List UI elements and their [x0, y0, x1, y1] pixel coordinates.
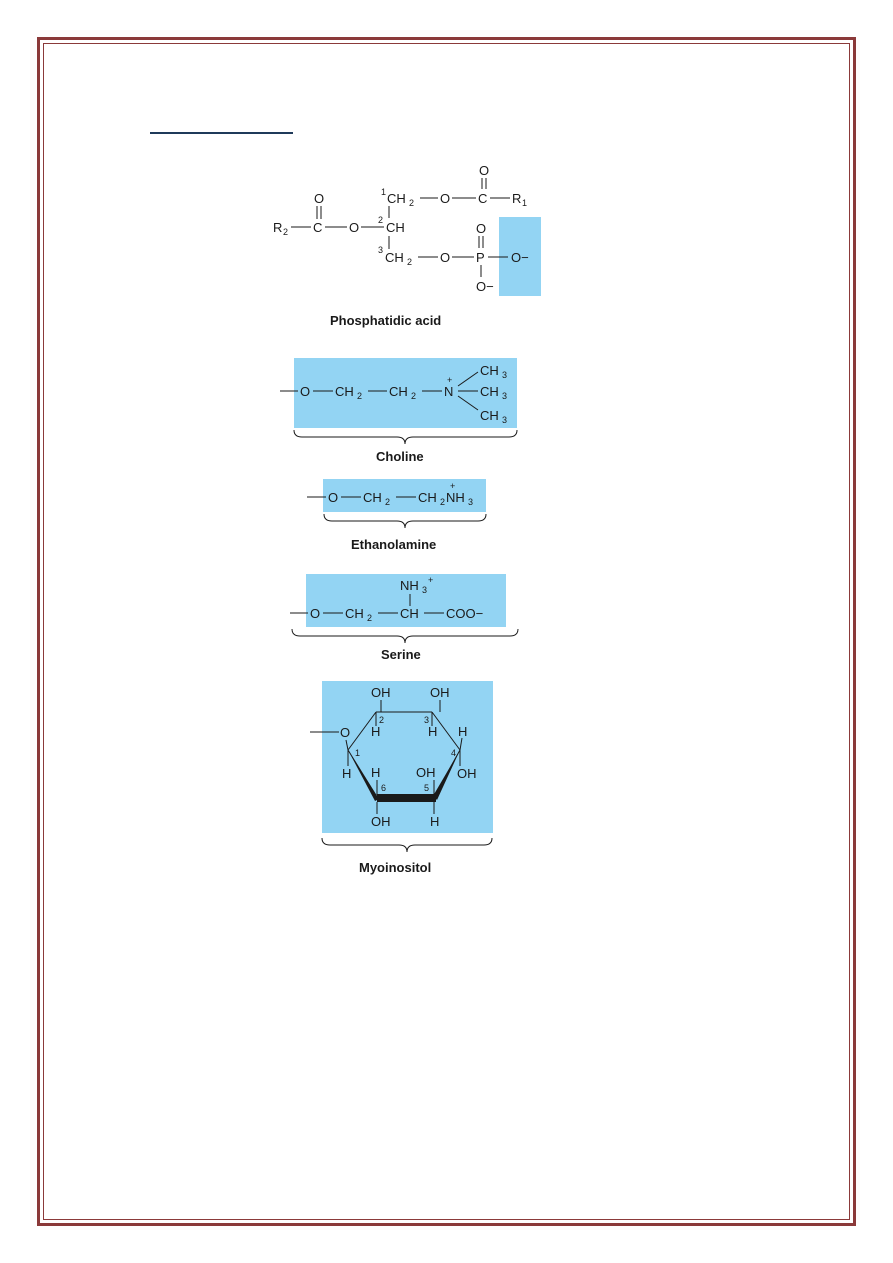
choline-ch3-1-sub: 3: [502, 370, 508, 380]
choline-plus: +: [447, 375, 453, 385]
pa-phosphate-o-minus-bottom: O−: [476, 279, 494, 294]
myoinositol-brace: [322, 838, 492, 852]
myoinositol-c5-h: H: [430, 814, 440, 829]
pa-ch: CH: [386, 220, 405, 235]
myoinositol-c6-oh: OH: [371, 814, 391, 829]
pa-carbonyl-c-1: C: [478, 191, 488, 206]
serine-ch: CH: [400, 606, 419, 621]
myoinositol-number-1: 1: [355, 748, 361, 758]
serine-coo-minus: COO−: [446, 606, 484, 621]
myoinositol-c3-oh: OH: [430, 685, 450, 700]
ethanolamine-ch2-1-sub: 2: [385, 497, 391, 507]
pa-r1-sub: 1: [522, 198, 528, 208]
myoinositol-c3-h: H: [428, 724, 438, 739]
phosphatidic-acid-structure: [273, 163, 541, 328]
choline-brace: [294, 430, 517, 444]
serine-label: Serine: [381, 647, 421, 662]
ethanolamine-o: O: [328, 490, 339, 505]
serine-o: O: [310, 606, 321, 621]
choline-ch3-3: CH: [480, 408, 499, 423]
serine-brace: [292, 629, 518, 643]
pa-ch2-3: CH: [385, 250, 404, 265]
serine-structure: [290, 574, 518, 662]
myoinositol-number-6: 6: [381, 783, 387, 793]
pa-phosphoryl-o: O: [476, 221, 487, 236]
pa-r2-sub: 2: [283, 227, 289, 237]
choline-ch2-1-sub: 2: [357, 391, 363, 401]
myoinositol-c6-h: H: [371, 765, 381, 780]
pa-carbon-number-1: 1: [381, 187, 387, 197]
myoinositol-c4-oh: OH: [457, 766, 477, 781]
choline-ch3-2: CH: [480, 384, 499, 399]
ethanolamine-nh3: NH: [446, 490, 465, 505]
serine-ch2: CH: [345, 606, 364, 621]
myoinositol-c2-h: H: [371, 724, 381, 739]
pa-r2: R: [273, 220, 283, 235]
serine-ch2-sub: 2: [367, 613, 373, 623]
ethanolamine-nh3-sub: 3: [468, 497, 474, 507]
choline-ch3-1: CH: [480, 363, 499, 378]
pa-phosphate-o-minus-right: O−: [511, 250, 529, 265]
pa-carbon-number-2: 2: [378, 215, 384, 225]
ethanolamine-ch2-2-sub: 2: [440, 497, 446, 507]
choline-ch2-1: CH: [335, 384, 354, 399]
myoinositol-c4-h: H: [458, 724, 468, 739]
serine-nh3: NH: [400, 578, 419, 593]
myoinositol-number-2: 2: [379, 715, 385, 725]
choline-n: N: [444, 384, 454, 399]
myoinositol-c1-h: H: [342, 766, 352, 781]
myoinositol-c2-oh: OH: [371, 685, 391, 700]
ethanolamine-plus: +: [450, 481, 456, 491]
ethanolamine-brace: [324, 514, 486, 528]
choline-structure: [280, 358, 517, 464]
pa-ester-o-1: O: [440, 191, 451, 206]
ethanolamine-structure: [307, 479, 486, 552]
choline-ch3-2-sub: 3: [502, 391, 508, 401]
pa-carbonyl-o-1: O: [479, 163, 490, 178]
phosphatidic-acid-label: Phosphatidic acid: [330, 313, 442, 328]
ethanolamine-ch2-1: CH: [363, 490, 382, 505]
choline-label: Choline: [376, 449, 424, 464]
ethanolamine-ch2-2: CH: [418, 490, 437, 505]
ethanolamine-label: Ethanolamine: [351, 537, 437, 552]
myoinositol-number-3: 3: [424, 715, 430, 725]
myoinositol-c5-oh: OH: [416, 765, 436, 780]
pa-carbonyl-c-2: C: [313, 220, 323, 235]
pa-carbonyl-o-2: O: [314, 191, 325, 206]
pa-r1: R: [512, 191, 522, 206]
myoinositol-bold-bond: [377, 794, 436, 802]
pa-phosphorus: P: [476, 250, 485, 265]
pa-ch2-1: CH: [387, 191, 406, 206]
choline-ch2-2: CH: [389, 384, 408, 399]
myoinositol-o-link: O: [340, 725, 351, 740]
pa-ch2-3-sub: 2: [407, 257, 413, 267]
choline-ch2-2-sub: 2: [411, 391, 417, 401]
choline-o: O: [300, 384, 311, 399]
serine-plus: +: [428, 575, 434, 585]
serine-nh3-sub: 3: [422, 585, 428, 595]
pa-carbon-number-3: 3: [378, 245, 384, 255]
choline-ch3-3-sub: 3: [502, 415, 508, 425]
myoinositol-number-4: 4: [451, 748, 457, 758]
myoinositol-label: Myoinositol: [359, 860, 432, 875]
myoinositol-number-5: 5: [424, 783, 430, 793]
pa-ester-o-2: O: [349, 220, 360, 235]
myoinositol-structure: [310, 681, 493, 875]
pa-ester-o-3: O: [440, 250, 451, 265]
pa-ch2-1-sub: 2: [409, 198, 415, 208]
